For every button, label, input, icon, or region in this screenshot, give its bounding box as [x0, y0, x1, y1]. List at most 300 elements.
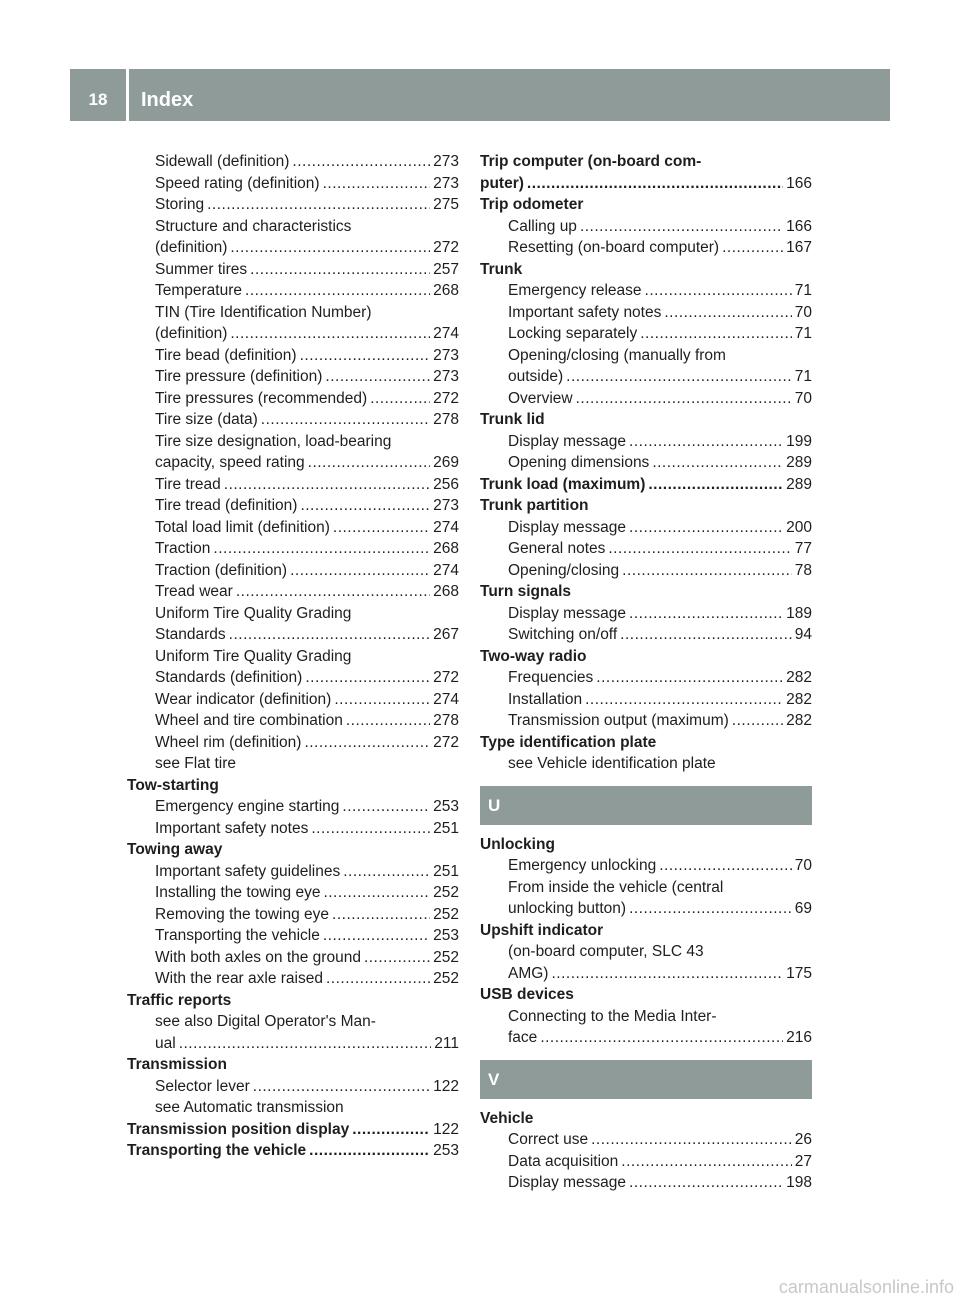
index-subentry: [480, 1172, 812, 1194]
dot-leader: [343, 861, 430, 883]
entry-text: Installation: [508, 690, 583, 708]
index-subentry: [127, 732, 459, 754]
index-subentry: [127, 302, 459, 324]
dot-leader: [652, 452, 783, 474]
page-reference[interactable]: 274: [433, 518, 459, 536]
index-heading: [480, 173, 812, 195]
entry-text: Emergency unlocking: [508, 857, 657, 874]
index-heading: [480, 920, 812, 942]
index-subentry: [127, 818, 459, 840]
page-reference[interactable]: 272: [433, 239, 459, 256]
dot-leader: [253, 1076, 430, 1098]
index-heading: [480, 151, 812, 173]
page-reference[interactable]: 216: [786, 1029, 812, 1046]
entry-text: Display message: [508, 1174, 627, 1191]
entry-text: Selector lever: [155, 1077, 250, 1095]
entry-text: Traction (definition): [155, 561, 288, 579]
page-number: 18: [88, 90, 108, 109]
dot-leader: [325, 366, 430, 388]
dot-leader: [213, 538, 430, 560]
entry-text: Transmission position display: [127, 1120, 350, 1138]
dot-leader: [236, 581, 430, 603]
page-reference[interactable]: 274: [433, 690, 459, 708]
page-reference[interactable]: 272: [433, 733, 459, 751]
dot-leader: [230, 323, 430, 345]
index-subentry: [480, 388, 812, 410]
index-subentry: [127, 259, 459, 281]
entry-text: Important safety notes: [155, 819, 309, 837]
index-heading: [127, 775, 459, 797]
index-subentry: [127, 1076, 459, 1098]
dot-leader: [304, 732, 430, 754]
entry-text: Overview: [508, 389, 573, 407]
entry-text: Trunk lid: [480, 411, 545, 428]
index-subentry: [480, 280, 812, 302]
dot-leader: [622, 560, 792, 582]
dot-leader: [722, 237, 783, 259]
dot-leader: [566, 366, 792, 388]
index-subentry: [127, 1097, 459, 1119]
entry-text: Tire tread (definition): [155, 497, 298, 514]
entry-text: Total load limit (definition): [155, 518, 330, 536]
dot-leader: [629, 898, 792, 920]
entry-text: Wheel and tire combination: [155, 712, 343, 729]
index-subentry: [127, 646, 459, 668]
dot-leader: [346, 710, 430, 732]
entry-text: Switching on/off: [508, 626, 618, 643]
entry-text: Transmission output (maximum): [508, 712, 729, 729]
entry-text: Opening/closing (manually from: [508, 346, 726, 364]
page-reference[interactable]: 251: [433, 819, 459, 837]
entry-text: face: [508, 1029, 538, 1046]
entry-text: Tire pressures (recommended): [155, 389, 368, 407]
page-reference[interactable]: 70: [794, 303, 812, 321]
index-subentry: [480, 753, 812, 775]
page-reference[interactable]: 273: [433, 497, 459, 514]
letter-heading: V: [480, 1060, 812, 1099]
entry-text: Trunk load (maximum): [480, 475, 646, 493]
page-reference[interactable]: 252: [433, 970, 459, 987]
page-reference[interactable]: 289: [786, 475, 812, 493]
entry-text: Tow-starting: [127, 776, 219, 794]
entry-text: Trunk: [480, 260, 523, 278]
dot-leader: [334, 689, 430, 711]
dot-leader: [300, 345, 431, 367]
index-subentry: [480, 345, 812, 367]
page-reference[interactable]: 278: [433, 712, 459, 729]
entry-text: Opening/closing: [508, 561, 620, 579]
page-reference[interactable]: 27: [794, 1152, 812, 1170]
entry-text: Wear indicator (definition): [155, 690, 332, 708]
index-subentry: [480, 1129, 812, 1151]
index-subentry: [127, 603, 459, 625]
dot-leader: [179, 1033, 432, 1055]
entry-text: Towing away: [127, 841, 223, 858]
dot-leader: [309, 1140, 430, 1162]
entry-text: Type identification plate: [480, 733, 657, 751]
dot-leader: [659, 855, 792, 877]
page-reference[interactable]: 253: [433, 927, 459, 944]
page-reference[interactable]: 70: [794, 389, 812, 407]
page-reference[interactable]: 70: [794, 857, 812, 874]
index-subentry: [127, 560, 459, 582]
dot-leader: [323, 925, 430, 947]
index-subentry: [127, 517, 459, 539]
dot-leader: [292, 151, 430, 173]
dot-leader: [540, 1027, 783, 1049]
entry-text: Emergency release: [508, 282, 642, 299]
index-column-right: [480, 151, 812, 1194]
entry-text: (on-board computer, SLC 43: [508, 943, 704, 960]
header-divider: [126, 69, 129, 121]
index-subentry: [127, 882, 459, 904]
dot-leader: [352, 1119, 430, 1141]
dot-leader: [608, 538, 791, 560]
entry-text: Trunk partition: [480, 497, 589, 514]
entry-text: From inside the vehicle (central: [508, 878, 724, 896]
entry-text: General notes: [508, 540, 606, 557]
index-heading: [127, 1119, 459, 1141]
entry-text: Temperature: [155, 282, 243, 299]
entry-text: Sidewall (definition): [155, 153, 290, 170]
page-reference[interactable]: 122: [433, 1077, 459, 1095]
entry-text: TIN (Tire Identification Number): [155, 303, 372, 321]
page-reference[interactable]: 199: [786, 432, 812, 450]
entry-text: Two-way radio: [480, 647, 587, 665]
entry-text: Frequencies: [508, 669, 594, 686]
entry-text: With both axles on the ground: [155, 948, 361, 966]
dot-leader: [326, 968, 430, 990]
index-subentry: [127, 947, 459, 969]
index-subentry: [127, 581, 459, 603]
index-heading: [127, 1054, 459, 1076]
entry-text: Transporting the vehicle: [155, 927, 320, 944]
dot-leader: [645, 280, 792, 302]
page-reference[interactable]: 269: [433, 454, 459, 471]
page-reference[interactable]: 274: [433, 561, 459, 579]
dot-leader: [323, 173, 431, 195]
dot-leader: [250, 259, 430, 281]
index-heading: [480, 409, 812, 431]
page-reference[interactable]: 274: [433, 325, 459, 342]
dot-leader: [648, 474, 783, 496]
index-subentry: [127, 452, 459, 474]
page-reference[interactable]: 273: [433, 153, 459, 170]
page-reference[interactable]: 189: [786, 604, 812, 622]
index-subentry: [480, 452, 812, 474]
entry-text: Tire tread: [155, 475, 221, 493]
index-subentry: [127, 968, 459, 990]
entry-text: Installing the towing eye: [155, 884, 321, 901]
page-reference[interactable]: 166: [786, 174, 812, 192]
index-subentry: [480, 517, 812, 539]
index-heading: [480, 834, 812, 856]
page-reference[interactable]: 256: [433, 475, 459, 493]
entry-text: Emergency engine starting: [155, 798, 340, 815]
index-subentry: [480, 323, 812, 345]
page-reference[interactable]: 268: [433, 583, 459, 600]
index-subentry: [127, 925, 459, 947]
index-subentry: [127, 474, 459, 496]
dot-leader: [596, 667, 783, 689]
index-subentry: [480, 710, 812, 732]
entry-text: Important safety guidelines: [155, 862, 341, 880]
index-heading: [127, 1140, 459, 1162]
index-subentry: [127, 667, 459, 689]
index-subentry: [480, 302, 812, 324]
entry-text: (definition): [155, 325, 228, 342]
page-reference[interactable]: 273: [433, 368, 459, 385]
entry-text: Trip odometer: [480, 196, 584, 213]
dot-leader: [300, 495, 430, 517]
entry-text: Resetting (on-board computer): [508, 239, 720, 256]
entry-text: Trip computer (on-board com-: [480, 153, 702, 170]
page-reference[interactable]: 273: [433, 346, 459, 364]
entry-text: Removing the towing eye: [155, 905, 330, 923]
index-subentry: [480, 603, 812, 625]
dot-leader: [224, 474, 430, 496]
index-subentry: [480, 431, 812, 453]
index-subentry: [480, 1027, 812, 1049]
index-subentry: [127, 710, 459, 732]
index-subentry: [480, 877, 812, 899]
page-reference[interactable]: 94: [794, 626, 812, 643]
page-header: [70, 69, 890, 121]
page-reference[interactable]: 166: [786, 217, 812, 235]
index-subentry: [480, 1151, 812, 1173]
dot-leader: [640, 323, 792, 345]
page-reference[interactable]: 253: [433, 798, 459, 815]
dot-leader: [290, 560, 430, 582]
entry-text: Important safety notes: [508, 303, 662, 321]
dot-leader: [370, 388, 430, 410]
entry-text: USB devices: [480, 986, 574, 1003]
entry-text: Correct use: [508, 1131, 589, 1148]
page-reference[interactable]: 282: [786, 669, 812, 686]
dot-leader: [311, 818, 430, 840]
entry-text: Uniform Tire Quality Grading: [155, 604, 352, 622]
dot-leader: [585, 689, 783, 711]
index-heading: [480, 474, 812, 496]
page-reference[interactable]: 272: [433, 669, 459, 686]
index-heading: [480, 581, 812, 603]
entry-text: Structure and characteristics: [155, 217, 352, 235]
dot-leader: [591, 1129, 792, 1151]
section-title: Index: [141, 89, 194, 111]
entry-text: Tire size (data): [155, 411, 258, 428]
index-subentry: [480, 667, 812, 689]
entry-text: Vehicle: [480, 1109, 534, 1127]
dot-leader: [629, 1172, 783, 1194]
page-reference[interactable]: 275: [433, 196, 459, 213]
entry-text: Wheel rim (definition): [155, 733, 302, 751]
index-subentry: [480, 689, 812, 711]
page-reference[interactable]: 122: [433, 1120, 459, 1138]
entry-text: Transporting the vehicle: [127, 1142, 307, 1159]
index-subentry: [480, 855, 812, 877]
dot-leader: [207, 194, 430, 216]
index-subentry: [127, 323, 459, 345]
index-subentry: [127, 624, 459, 646]
dot-leader: [364, 947, 430, 969]
page-reference[interactable]: 71: [794, 282, 812, 299]
entry-text: With the rear axle raised: [155, 970, 323, 987]
page-reference[interactable]: 252: [433, 948, 459, 966]
page-reference[interactable]: 252: [433, 905, 459, 923]
index-subentry: [480, 624, 812, 646]
dot-leader: [332, 904, 430, 926]
index-subentry: [480, 898, 812, 920]
page-reference[interactable]: 77: [794, 540, 812, 557]
index-subentry: [127, 861, 459, 883]
entry-text: Calling up: [508, 217, 577, 235]
index-subentry: [127, 409, 459, 431]
entry-text: Locking separately: [508, 325, 638, 342]
index-subentry: [480, 1006, 812, 1028]
index-subentry: [480, 237, 812, 259]
dot-leader: [576, 388, 792, 410]
page-reference[interactable]: 200: [786, 518, 812, 536]
page-reference[interactable]: 71: [794, 368, 812, 385]
entry-text: capacity, speed rating: [155, 454, 305, 471]
index-subentry: [127, 345, 459, 367]
entry-text: puter): [480, 174, 524, 192]
entry-text: Data acquisition: [508, 1152, 619, 1170]
watermark: carmanualsonline.info: [778, 1277, 954, 1297]
dot-leader: [308, 452, 430, 474]
index-heading: [127, 990, 459, 1012]
page-reference[interactable]: 267: [433, 626, 459, 643]
page-reference[interactable]: 273: [433, 174, 459, 192]
dot-leader: [629, 603, 783, 625]
index-heading: [127, 839, 459, 861]
dot-leader: [229, 624, 430, 646]
index-heading: [480, 194, 812, 216]
dot-leader: [664, 302, 791, 324]
dot-leader: [620, 624, 792, 646]
index-subentry: [127, 753, 459, 775]
page-reference[interactable]: 198: [786, 1174, 812, 1191]
entry-text: Tire bead (definition): [155, 346, 297, 364]
index-subentry: [127, 388, 459, 410]
page-reference[interactable]: 211: [434, 1034, 459, 1052]
entry-text: see Flat tire: [155, 755, 236, 772]
index-subentry: [127, 173, 459, 195]
index-heading: [480, 495, 812, 517]
index-subentry: [127, 280, 459, 302]
page-reference[interactable]: 268: [433, 282, 459, 299]
index-heading: [480, 984, 812, 1006]
index-heading: [480, 646, 812, 668]
dot-leader: [261, 409, 430, 431]
entry-text: Summer tires: [155, 260, 248, 278]
index-column-left: [127, 151, 459, 1162]
index-heading: [480, 732, 812, 754]
entry-text: Standards: [155, 626, 226, 643]
page-reference[interactable]: 282: [786, 712, 812, 729]
dot-leader: [333, 517, 430, 539]
entry-text: Opening dimensions: [508, 454, 650, 471]
index-subentry: [127, 194, 459, 216]
index-subentry: [127, 495, 459, 517]
index-subentry: [127, 237, 459, 259]
page-reference[interactable]: 78: [794, 561, 812, 579]
entry-text: Traction: [155, 540, 211, 557]
index-subentry: [127, 796, 459, 818]
dot-leader: [342, 796, 430, 818]
entry-text: Standards (definition): [155, 669, 303, 686]
index-subentry: [127, 151, 459, 173]
entry-text: Tire size designation, load-bearing: [155, 432, 392, 450]
dot-leader: [551, 963, 783, 985]
page-reference[interactable]: 252: [433, 884, 459, 901]
entry-text: Turn signals: [480, 583, 572, 600]
index-subentry: [127, 689, 459, 711]
page-reference[interactable]: 251: [433, 862, 459, 880]
entry-text: Upshift indicator: [480, 921, 604, 939]
page-reference[interactable]: 69: [794, 900, 812, 917]
entry-text: Tire pressure (definition): [155, 368, 323, 385]
index-subentry: [480, 941, 812, 963]
entry-text: see also Digital Operator's Man-: [155, 1013, 376, 1030]
dot-leader: [732, 710, 783, 732]
dot-leader: [580, 216, 783, 238]
entry-text: Tread wear: [155, 583, 233, 600]
entry-text: Traffic reports: [127, 991, 232, 1009]
letter-heading: U: [480, 786, 812, 825]
index-subentry: [480, 963, 812, 985]
page-reference[interactable]: 167: [786, 239, 812, 256]
index-subentry: [480, 216, 812, 238]
page-reference[interactable]: 257: [433, 260, 459, 278]
index-heading: [480, 1108, 812, 1130]
entry-text: Display message: [508, 518, 627, 536]
dot-leader: [629, 517, 783, 539]
page-reference[interactable]: 289: [786, 454, 812, 471]
index-subentry: [127, 1033, 459, 1055]
page-reference[interactable]: 175: [786, 964, 812, 982]
dot-leader: [621, 1151, 791, 1173]
page-reference[interactable]: 282: [786, 690, 812, 708]
index-subentry: [127, 1011, 459, 1033]
entry-text: see Automatic transmission: [155, 1099, 344, 1116]
entry-text: Transmission: [127, 1056, 227, 1073]
entry-text: Unlocking: [480, 835, 555, 853]
entry-text: Display message: [508, 432, 627, 450]
entry-text: ual: [155, 1034, 176, 1052]
page-reference[interactable]: 278: [433, 411, 459, 428]
page-reference[interactable]: 268: [433, 540, 459, 557]
entry-text: Storing: [155, 196, 205, 213]
dot-leader: [629, 431, 783, 453]
dot-leader: [230, 237, 430, 259]
index-subentry: [127, 538, 459, 560]
index-subentry: [127, 431, 459, 453]
index-subentry: [127, 216, 459, 238]
page-reference[interactable]: 71: [794, 325, 812, 342]
page-reference[interactable]: 253: [433, 1142, 459, 1159]
dot-leader: [323, 882, 430, 904]
index-heading: [480, 259, 812, 281]
page-reference[interactable]: 26: [794, 1131, 812, 1148]
page-reference[interactable]: 272: [433, 389, 459, 407]
dot-leader: [527, 173, 783, 195]
index-subentry: [480, 560, 812, 582]
dot-leader: [305, 667, 430, 689]
entry-text: Connecting to the Media Inter-: [508, 1007, 717, 1025]
entry-text: outside): [508, 368, 564, 385]
entry-text: unlocking button): [508, 900, 627, 917]
